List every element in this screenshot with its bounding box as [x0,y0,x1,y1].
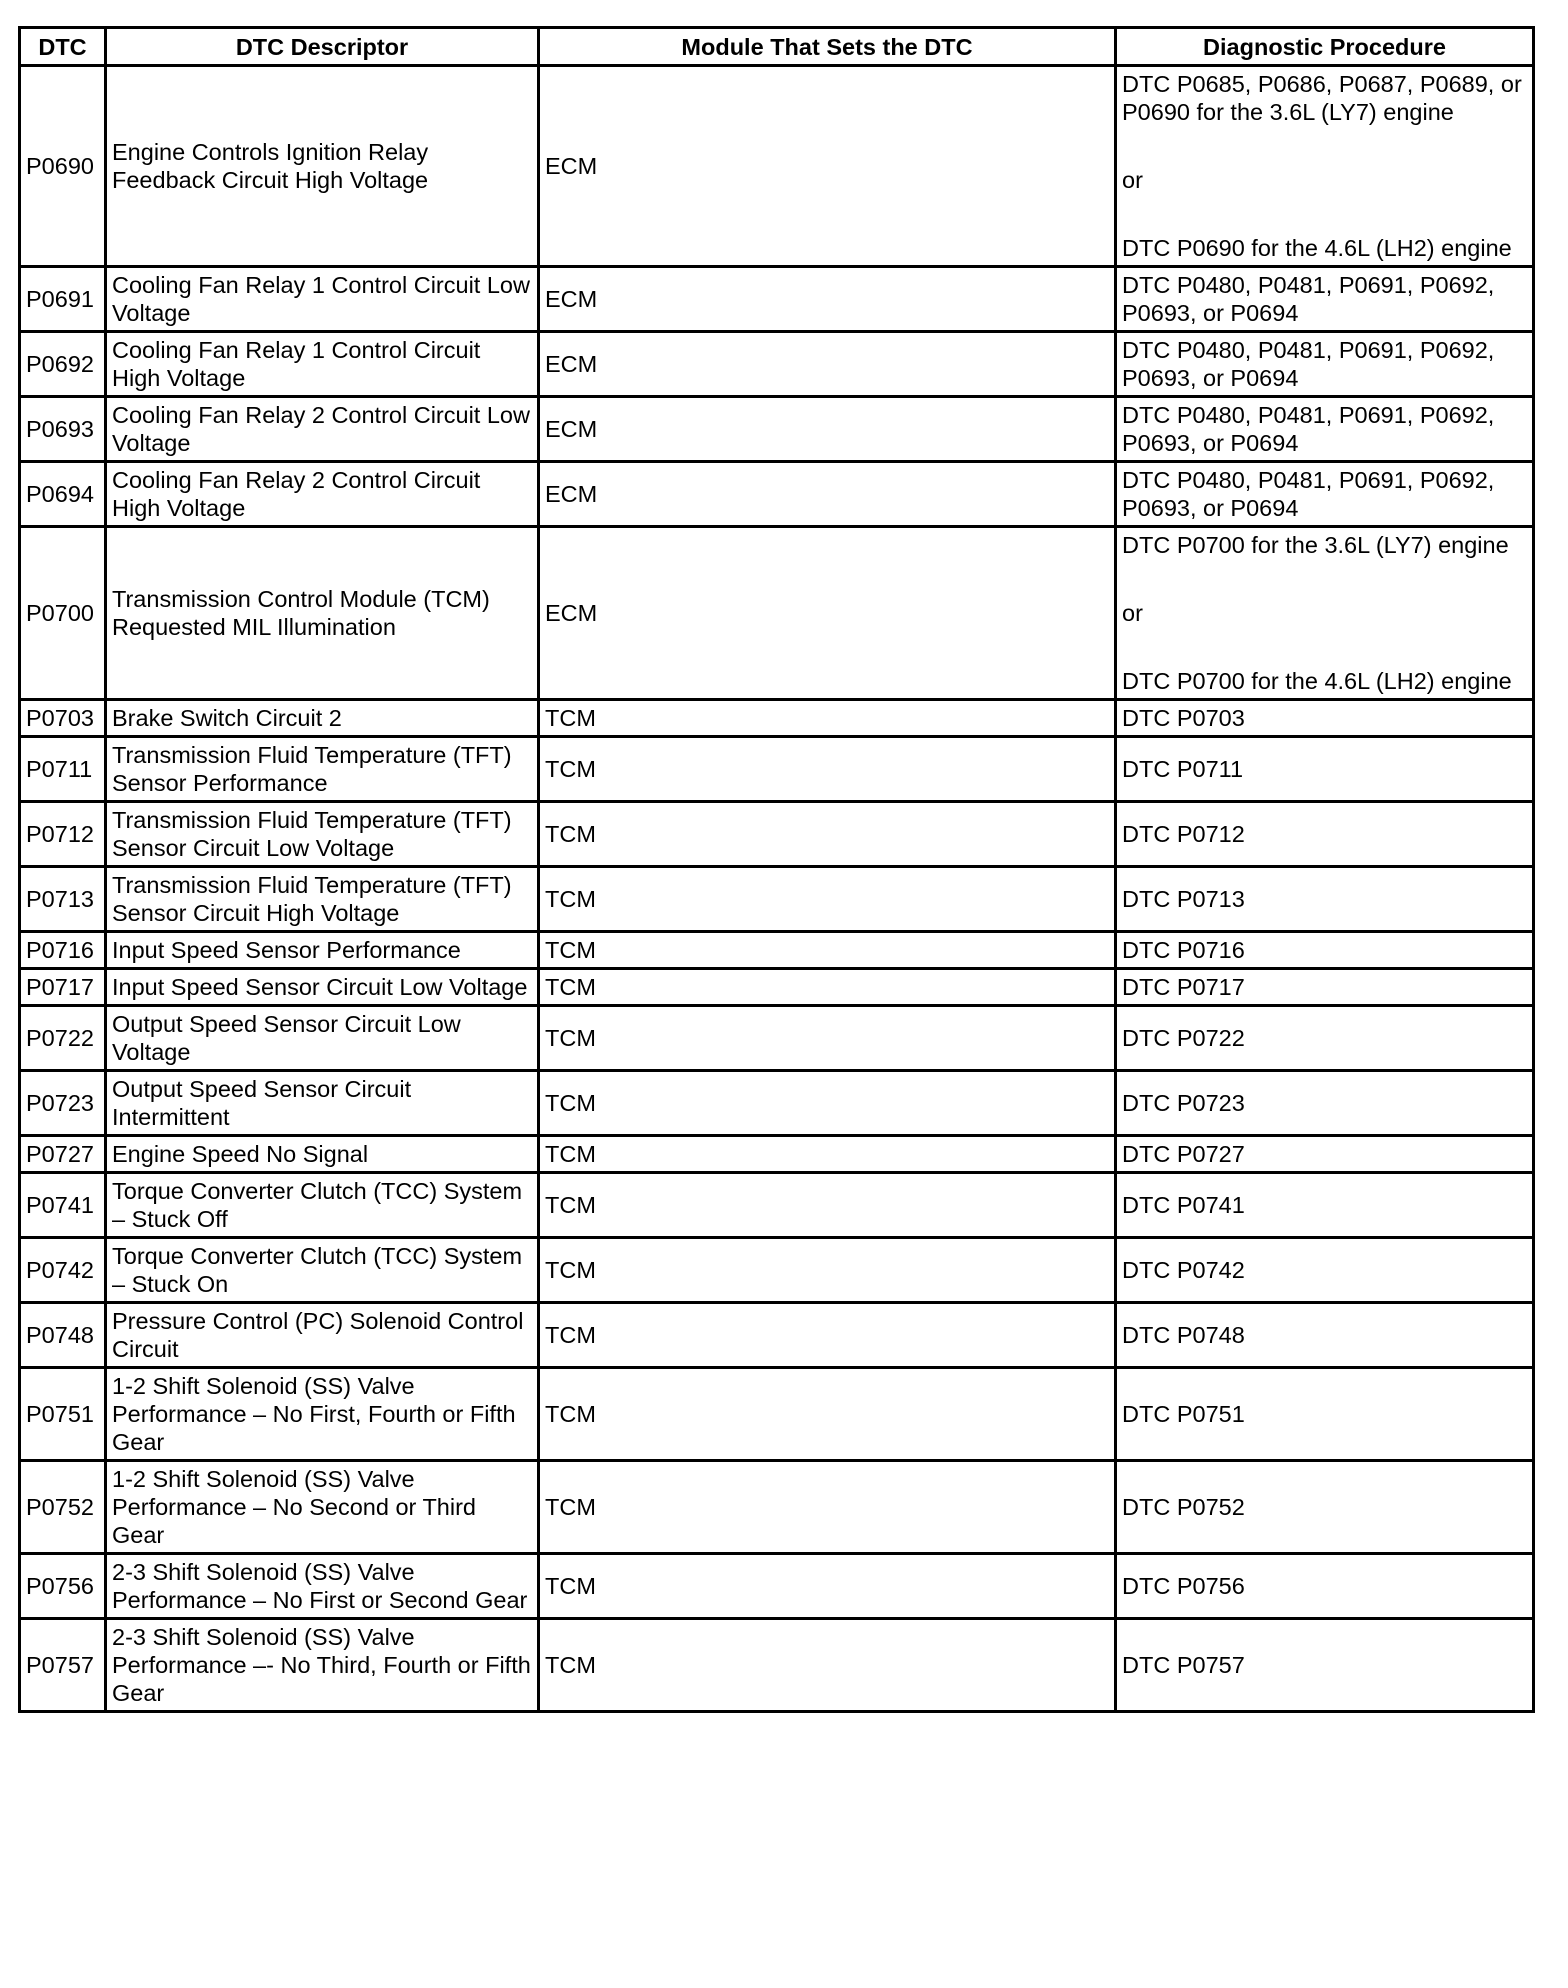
procedure-spacer [1122,194,1527,234]
module-cell: TCM [539,1619,1116,1712]
table-row [20,462,1534,527]
diagnostic-procedure-cell [1116,267,1534,332]
dtc-code-cell: P0692 [20,332,106,397]
module-cell: ECM [539,267,1116,332]
dtc-descriptor-cell: 1-2 Shift Solenoid (SS) Valve Performance – No First, Fourth or Fifth Gear [106,1368,539,1461]
procedure-spacer [1122,627,1527,667]
diagnostic-procedure-cell [1116,1303,1534,1368]
dtc-descriptor-cell: Torque Converter Clutch (TCC) System – Stuck Off [106,1173,539,1238]
module-cell: TCM [539,1554,1116,1619]
dtc-code-cell: P0713 [20,867,106,932]
module-cell: TCM [539,737,1116,802]
table-row [20,737,1534,802]
dtc-code-cell: P0748 [20,1303,106,1368]
module-cell: ECM [539,527,1116,700]
procedure-line: DTC P0685, P0686, P0687, P0689, or P0690 for the 3.6L (LY7) engine [1122,71,1529,125]
procedure-line: DTC P0480, P0481, P0691, P0692, P0693, or P0694 [1122,402,1501,456]
diagnostic-procedure-cell [1116,737,1534,802]
procedure-line: DTC P0711 [1122,756,1244,782]
module-cell: TCM [539,1303,1116,1368]
table-row [20,969,1534,1006]
procedure-line: DTC P0713 [1122,886,1245,912]
dtc-code-cell: P0691 [20,267,106,332]
dtc-descriptor-cell: Output Speed Sensor Circuit Low Voltage [106,1006,539,1071]
diagnostic-procedure-cell [1116,1173,1534,1238]
dtc-descriptor-cell: Input Speed Sensor Performance [106,932,539,969]
procedure-line: DTC P0723 [1122,1090,1245,1116]
module-cell: ECM [539,462,1116,527]
header-dtc: DTC [20,28,106,66]
dtc-descriptor-cell: Transmission Fluid Temperature (TFT) Sensor Circuit Low Voltage [106,802,539,867]
procedure-line: or [1122,600,1143,626]
diagnostic-procedure-cell [1116,1461,1534,1554]
diagnostic-procedure-cell [1116,1238,1534,1303]
module-cell: ECM [539,397,1116,462]
dtc-descriptor-cell: Transmission Fluid Temperature (TFT) Sensor Performance [106,737,539,802]
table-row [20,700,1534,737]
procedure-line: DTC P0717 [1122,974,1245,1000]
dtc-code-cell: P0741 [20,1173,106,1238]
dtc-descriptor-cell: Cooling Fan Relay 1 Control Circuit Low Voltage [106,267,539,332]
table-row [20,932,1534,969]
table-row [20,1554,1534,1619]
dtc-code-cell: P0727 [20,1136,106,1173]
module-cell: TCM [539,932,1116,969]
dtc-descriptor-cell: Cooling Fan Relay 2 Control Circuit High Voltage [106,462,539,527]
dtc-descriptor-cell: Transmission Control Module (TCM) Requested MIL Illumination [106,527,539,700]
table-row [20,1619,1534,1712]
table-row [20,1136,1534,1173]
dtc-descriptor-cell: Engine Speed No Signal [106,1136,539,1173]
table-row [20,1006,1534,1071]
dtc-code-cell: P0694 [20,462,106,527]
table-body [20,66,1534,1712]
diagnostic-procedure-cell [1116,66,1534,267]
module-cell: TCM [539,867,1116,932]
dtc-code-cell: P0712 [20,802,106,867]
diagnostic-procedure-cell [1116,1554,1534,1619]
diagnostic-procedure-cell [1116,969,1534,1006]
dtc-descriptor-cell: Torque Converter Clutch (TCC) System – Stuck On [106,1238,539,1303]
module-cell: TCM [539,700,1116,737]
diagnostic-procedure-cell [1116,802,1534,867]
header-dtc-descriptor: DTC Descriptor [106,28,539,66]
diagnostic-procedure-cell [1116,932,1534,969]
module-cell: TCM [539,1006,1116,1071]
dtc-descriptor-cell: Pressure Control (PC) Solenoid Control Circuit [106,1303,539,1368]
table-row [20,527,1534,700]
dtc-code-cell: P0716 [20,932,106,969]
diagnostic-procedure-cell [1116,332,1534,397]
procedure-line: DTC P0480, P0481, P0691, P0692, P0693, or P0694 [1122,337,1501,391]
procedure-line: DTC P0480, P0481, P0691, P0692, P0693, or P0694 [1122,272,1501,326]
dtc-code-cell: P0690 [20,66,106,267]
dtc-code-cell: P0711 [20,737,106,802]
table-header-row [20,28,1534,66]
dtc-descriptor-cell: Brake Switch Circuit 2 [106,700,539,737]
table-row [20,1303,1534,1368]
diagnostic-procedure-cell [1116,1136,1534,1173]
procedure-line: DTC P0756 [1122,1573,1245,1599]
module-cell: TCM [539,1368,1116,1461]
dtc-descriptor-cell: Output Speed Sensor Circuit Intermittent [106,1071,539,1136]
dtc-code-cell: P0693 [20,397,106,462]
dtc-code-cell: P0723 [20,1071,106,1136]
procedure-line: DTC P0703 [1122,705,1245,731]
diagnostic-procedure-cell [1116,700,1534,737]
dtc-code-cell: P0757 [20,1619,106,1712]
dtc-descriptor-cell: Transmission Fluid Temperature (TFT) Sensor Circuit High Voltage [106,867,539,932]
module-cell: ECM [539,332,1116,397]
table-row [20,397,1534,462]
procedure-line: DTC P0727 [1122,1141,1245,1167]
dtc-descriptor-cell: Engine Controls Ignition Relay Feedback Circuit High Voltage [106,66,539,267]
diagnostic-procedure-cell [1116,867,1534,932]
procedure-line: DTC P0700 for the 3.6L (LY7) engine [1122,532,1509,558]
dtc-descriptor-cell: Input Speed Sensor Circuit Low Voltage [106,969,539,1006]
module-cell: TCM [539,1461,1116,1554]
procedure-line: DTC P0751 [1122,1401,1245,1427]
diagnostic-procedure-cell [1116,527,1534,700]
dtc-code-cell: P0703 [20,700,106,737]
diagnostic-procedure-cell [1116,1071,1534,1136]
table-row [20,867,1534,932]
module-cell: ECM [539,66,1116,267]
procedure-line: DTC P0748 [1122,1322,1245,1348]
procedure-line: DTC P0700 for the 4.6L (LH2) engine [1122,668,1512,694]
procedure-spacer [1122,559,1527,599]
dtc-descriptor-cell: 1-2 Shift Solenoid (SS) Valve Performance – No Second or Third Gear [106,1461,539,1554]
procedure-line: DTC P0690 for the 4.6L (LH2) engine [1122,235,1512,261]
dtc-code-cell: P0722 [20,1006,106,1071]
procedure-line: DTC P0742 [1122,1257,1245,1283]
diagnostic-procedure-cell [1116,397,1534,462]
module-cell: TCM [539,1173,1116,1238]
module-cell: TCM [539,1238,1116,1303]
procedure-line: DTC P0757 [1122,1652,1245,1678]
dtc-descriptor-cell: Cooling Fan Relay 2 Control Circuit Low Voltage [106,397,539,462]
module-cell: TCM [539,1136,1116,1173]
diagnostic-procedure-cell [1116,1006,1534,1071]
dtc-code-cell: P0742 [20,1238,106,1303]
module-cell: TCM [539,1071,1116,1136]
dtc-code-cell: P0751 [20,1368,106,1461]
document-page [18,26,1532,1713]
procedure-spacer [1122,126,1527,166]
table-row [20,1461,1534,1554]
header-diagnostic-procedure: Diagnostic Procedure [1116,28,1534,66]
dtc-descriptor-cell: Cooling Fan Relay 1 Control Circuit High Voltage [106,332,539,397]
table-row [20,802,1534,867]
table-row [20,66,1534,267]
procedure-line: DTC P0741 [1122,1192,1245,1218]
diagnostic-procedure-cell [1116,1619,1534,1712]
table-row [20,1071,1534,1136]
table-row [20,1173,1534,1238]
diagnostic-procedure-cell [1116,462,1534,527]
dtc-code-cell: P0756 [20,1554,106,1619]
dtc-table [18,26,1535,1713]
table-row [20,332,1534,397]
module-cell: TCM [539,969,1116,1006]
diagnostic-procedure-cell [1116,1368,1534,1461]
dtc-descriptor-cell: 2-3 Shift Solenoid (SS) Valve Performance –- No Third, Fourth or Fifth Gear [106,1619,539,1712]
procedure-line: or [1122,167,1143,193]
module-cell: TCM [539,802,1116,867]
dtc-code-cell: P0700 [20,527,106,700]
procedure-line: DTC P0752 [1122,1494,1245,1520]
header-module: Module That Sets the DTC [539,28,1116,66]
procedure-line: DTC P0716 [1122,937,1245,963]
procedure-line: DTC P0712 [1122,821,1245,847]
procedure-line: DTC P0480, P0481, P0691, P0692, P0693, or P0694 [1122,467,1501,521]
procedure-line: DTC P0722 [1122,1025,1245,1051]
table-row [20,1238,1534,1303]
table-row [20,1368,1534,1461]
table-row [20,267,1534,332]
dtc-code-cell: P0752 [20,1461,106,1554]
dtc-code-cell: P0717 [20,969,106,1006]
dtc-descriptor-cell: 2-3 Shift Solenoid (SS) Valve Performance – No First or Second Gear [106,1554,539,1619]
